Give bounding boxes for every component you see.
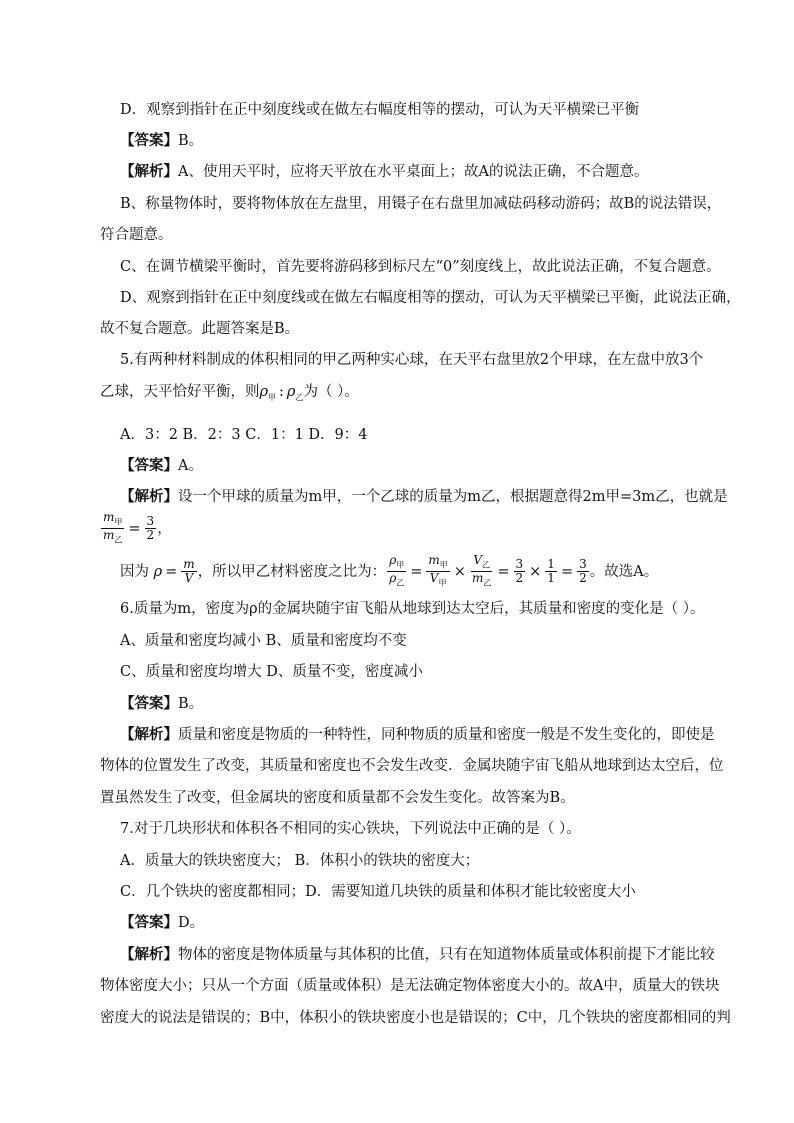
options-7-ab: A．质量大的铁块密度大； B．体积小的铁块的密度大； (120, 853, 480, 869)
question-5: 5.有两种材料制成的体积相同的甲乙两种实心球，在天平右盘里放2个甲球，在左盘中放3个 (120, 352, 704, 368)
options-5: A．3：2 B．2：3 C．1：1 D．9：4 (120, 427, 368, 443)
analysis-label: 【解析】 (120, 727, 178, 743)
text-line: 故不复合题意。此题答案是B。 (100, 321, 300, 337)
options-6-cd: C、质量和密度均增大 D、质量不变，密度减小 (120, 664, 423, 680)
analysis-text: 质量和密度是物质的一种特性，同种物质的质量和密度一般是不发生变化的，即使是 (178, 727, 715, 743)
volume-over-mass: $\frac{V_乙}{m_乙}$ (471, 553, 492, 588)
text-line: C、在调节横梁平衡时，首先要将游码移到标尺左“0”刻度线上，故此说法正确，不复合题意。 (120, 259, 721, 275)
rho-jia-symbol: $\rho_甲$ (259, 384, 277, 402)
question-5-cont (100, 382, 359, 408)
analysis-label: 【解析】 (120, 489, 178, 505)
value-fraction: $\frac{3}{2}$ (146, 514, 155, 543)
rho-yi-symbol: $\rho_乙$ (286, 384, 304, 402)
mass-ratio-fraction: $\frac{m_甲}{m_乙}$ (103, 510, 123, 545)
analysis-line (120, 487, 728, 507)
analysis-text: A、使用天平时，应将天平放在水平桌面上；故A的说法正确，不合题意。 (178, 164, 649, 180)
text-line: D．观察到指针在正中刻度线或在做左右幅度相等的摆动，可认为天平横梁已平衡 (120, 102, 640, 118)
text-segment: 为（ ）。 (303, 384, 359, 400)
question-6: 6.质量为m，密度为ρ的金属块随宇宙飞船从地球到达太空后，其质量和密度的变化是（ ）。 (120, 601, 705, 617)
text-line: 物体密度大小；只从一个方面（质量或体积）是无法确定物体密度大小的。故A中，质量大的铁块 (100, 978, 720, 994)
text-line: 密度大的说法是错误的；B中，体积小的铁块密度小也是错误的；C中，几个铁块的密度都相同的判 (100, 1010, 731, 1026)
analysis-label: 【解析】 (120, 947, 178, 963)
analysis-text: 设一个甲球的质量为m甲，一个乙球的质量为m乙，根据题意得2m甲=3m乙，也就是 (178, 489, 728, 505)
analysis-line (120, 725, 715, 745)
ratio-colon: : (279, 384, 284, 400)
density-formula: $\frac{m}{V}$ (183, 557, 195, 586)
analysis-label: 【解析】 (120, 164, 178, 180)
analysis-line (120, 945, 715, 965)
answer-label: 【答案】B。 (120, 133, 204, 149)
mass-over-volume: $\frac{m_甲}{V_甲}$ (428, 553, 448, 588)
rho-symbol: ρ (153, 563, 163, 580)
text-line: D、观察到指针在正中刻度线或在做左右幅度相等的摆动，可认为天平横梁已平衡，此说法正确， (120, 290, 741, 306)
text-line: 符合题意。 (100, 227, 173, 243)
question-7: 7.对于几块形状和体积各不相同的实心铁块，下列说法中正确的是（ ）。 (120, 821, 581, 837)
density-derivation: 因为 ρ = $\frac{m}{V}$ ，所以甲乙材料密度之比为： $\frac{\rho_甲}{\rho_乙}$ = $\frac{m_甲}{V_甲}$ × $\frac{V_乙}{m_乙}$ = $\frac{3}{2}$ × $\frac{1}{1}$ = $\frac{3}{2}$ 。故选A。 (120, 553, 659, 588)
text-segment: 乙球，天平恰好平衡，则 (100, 384, 260, 400)
analysis-line (120, 162, 648, 182)
text-line: B、称量物体时，要将物体放在左盘里，用镊子在右盘里加减砝码移动游码；故B的说法错误， (120, 196, 722, 212)
fraction-equation: $\frac{m_甲}{m_乙}$ = $\frac{3}{2}$ ， (103, 510, 172, 545)
options-7-cd: C．几个铁块的密度都相同；D．需要知道几块铁的质量和体积才能比较密度大小 (120, 884, 636, 900)
options-6-ab: A、质量和密度均减小 B、质量和密度均不变 (120, 633, 407, 649)
answer-label: 【答案】B。 (120, 696, 204, 712)
answer-label: 【答案】D。 (120, 915, 205, 931)
text-line: 物体的位置发生了改变，其质量和密度也不会发生改变．金属块随宇宙飞船从地球到达太空后，位 (100, 758, 724, 774)
density-ratio-fraction: $\frac{\rho_甲}{\rho_乙}$ (389, 553, 405, 588)
text-line: 置虽然发生了改变，但金属块的密度和质量都不会发生变化。故答案为B。 (100, 790, 575, 806)
analysis-text: 物体的密度是物体质量与其体积的比值，只有在知道物体质量或体积前提下才能比较 (178, 947, 715, 963)
answer-label: 【答案】A。 (120, 458, 203, 474)
